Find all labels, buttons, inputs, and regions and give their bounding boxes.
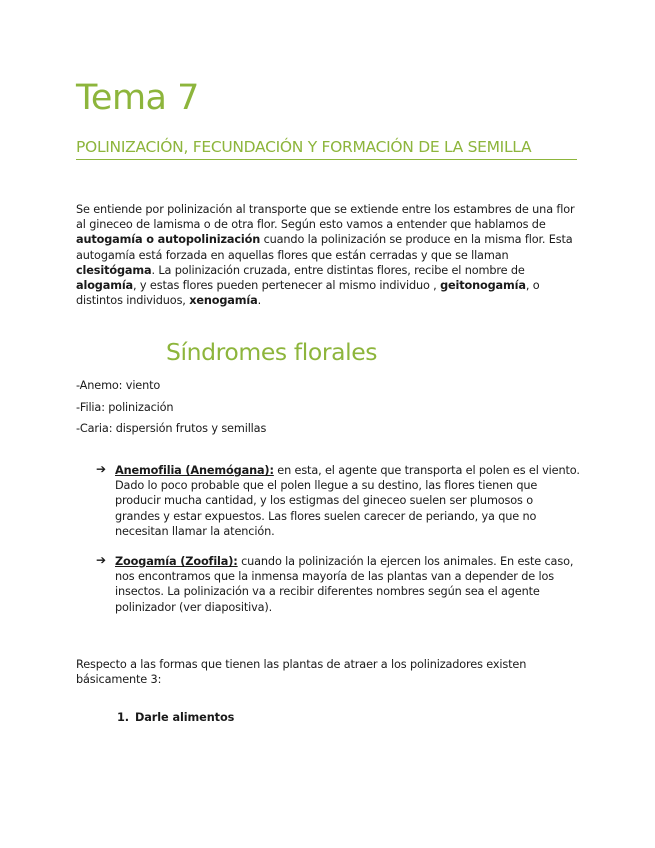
bullet-term: Anemofilia (Anemógana): [115,464,274,477]
bullet-term: Zoogamía (Zoofila): [115,555,238,568]
intro-text-3: . La polinización cruzada, entre distintas flores, recibe el nombre de [151,263,525,277]
intro-text-5: , o distintos individuos, [76,279,540,308]
definition-line: -Anemo: viento [76,379,161,392]
bullet-text: en esta, el agente que transporta el polen es el viento. Dado lo poco probable que el polen llegue a su destino, las flores tienen que producir mucha cantidad, y los estigmas del gineceo suelen ser plumosos o grandes y estar expuestos. Las flores suelen carecer de periando, ya que no necesitan llamar la atención. [115,464,580,538]
closing-paragraph: Respecto a las formas que tienen las plantas de atraer a los polinizadores existen básicamente 3: [76,658,527,687]
bullet-body [115,554,581,615]
section-heading: Síndromes florales [166,338,378,366]
intro-text-1: Se entiende por polinización al transporte que se extiende entre los estambres de una flor al gineceo de lamisma o de otra flor. Según esto vamos a entender que hablamos de [76,203,575,232]
term-autogamia: autogamía o autopolinización [76,233,261,247]
numbered-list-item [117,710,234,725]
arrow-bullet-icon: ➔ [96,553,106,567]
definition-line: -Filia: polinización [76,401,174,414]
bullet-body [115,463,581,539]
term-geitonogamia: geitonogamía [440,279,526,293]
intro-text-6: . [257,294,262,308]
bullet-text: cuando la polinización la ejercen los animales. En este caso, nos encontramos que la inmensa mayoría de las plantas van a depender de los insectos. La polinización va a recibir diferentes nombres según sea el agente polinizador (ver diapositiva). [115,555,574,614]
list-number: 1. [117,711,129,724]
intro-text-4: , y estas flores pueden pertenecer al mismo individuo , [133,279,441,293]
term-alogamia: alogamía [76,279,134,293]
definition-line: -Caria: dispersión frutos y semillas [76,422,267,435]
arrow-bullet-icon: ➔ [96,462,106,476]
term-clesitogama: clesitógama [76,263,152,277]
intro-text-2: cuando la polinización se produce en la misma flor. Esta autogamía está forzada en aquellas flores que están cerradas y que se llaman [76,233,573,262]
bullet-item-zoogamia [96,554,581,615]
bullet-item-anemofilia [96,463,581,539]
document-title: Tema 7 [76,78,199,118]
document-subtitle: POLINIZACIÓN, FECUNDACIÓN Y FORMACIÓN DE LA SEMILLA [76,137,577,160]
list-label: Darle alimentos [135,711,235,724]
intro-paragraph [76,202,581,308]
term-xenogamia: xenogamía [189,294,258,308]
